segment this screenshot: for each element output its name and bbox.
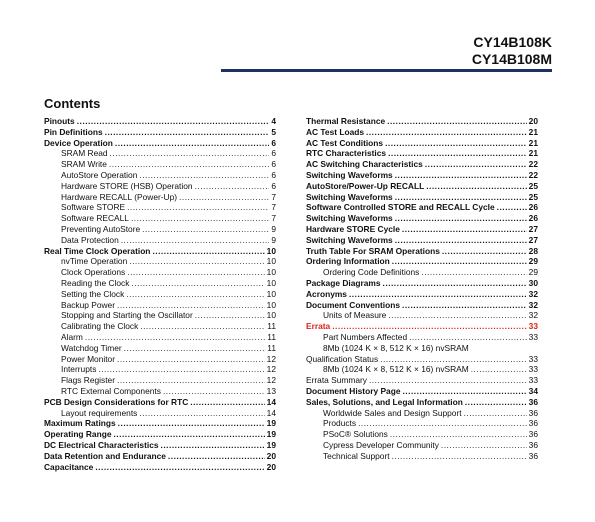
toc-entry[interactable] xyxy=(44,321,276,332)
toc-entry-label: Errata xyxy=(306,321,331,332)
toc-entry-page: 6 xyxy=(271,137,276,148)
toc-entry-page: 28 xyxy=(528,245,538,256)
toc-entry-page: 7 xyxy=(271,202,276,213)
toc-entry-page: 6 xyxy=(271,159,276,170)
toc-entry[interactable] xyxy=(44,462,276,473)
toc-entry[interactable] xyxy=(44,159,276,170)
toc-entry[interactable] xyxy=(44,278,276,289)
toc-leader-dots xyxy=(131,213,269,224)
toc-entry-label: Sales, Solutions, and Legal Information xyxy=(306,396,463,407)
toc-entry[interactable] xyxy=(306,440,538,451)
toc-entry[interactable] xyxy=(44,192,276,203)
toc-entry-label: Qualification Status xyxy=(306,353,379,364)
toc-entry-page: 36 xyxy=(528,450,538,461)
toc-entry[interactable] xyxy=(306,235,538,246)
toc-entry-label: nvTime Operation xyxy=(61,256,128,267)
toc-entry[interactable] xyxy=(44,138,276,149)
toc-leader-dots xyxy=(392,451,527,462)
toc-entry[interactable] xyxy=(44,429,276,440)
header-rule xyxy=(221,69,552,72)
toc-entry-label: Watchdog Timer xyxy=(61,342,122,353)
toc-leader-dots xyxy=(190,397,264,408)
toc-leader-dots xyxy=(117,300,265,311)
toc-entry-label: AutoStore Operation xyxy=(61,169,138,180)
toc-entry-page: 10 xyxy=(266,310,276,321)
toc-leader-dots xyxy=(388,148,527,159)
toc-entry-page: 29 xyxy=(528,267,538,278)
toc-entry[interactable] xyxy=(306,256,538,267)
toc-entry-page: 19 xyxy=(266,439,276,450)
toc-entry-page: 12 xyxy=(266,353,276,364)
toc-entry-page: 12 xyxy=(266,364,276,375)
toc-entry-label: Ordering Information xyxy=(306,256,390,267)
toc-entry-page: 14 xyxy=(266,407,276,418)
toc-entry-label: RTC External Components xyxy=(61,385,161,396)
toc-entry-label: Pin Definitions xyxy=(44,126,103,137)
toc-entry-page: 36 xyxy=(528,407,538,418)
toc-entry-label: Switching Waveforms xyxy=(306,234,393,245)
toc-entry-label: Clock Operations xyxy=(61,267,126,278)
part-number-m: CY14B108M xyxy=(471,51,552,67)
toc-entry-page: 10 xyxy=(266,277,276,288)
toc-entry[interactable] xyxy=(44,310,276,321)
toc-entry-page: 30 xyxy=(528,277,538,288)
toc-entry-page: 6 xyxy=(271,169,276,180)
toc-leader-dots xyxy=(471,364,527,375)
toc-leader-dots xyxy=(85,332,265,343)
toc-entry[interactable] xyxy=(306,213,538,224)
toc-leader-dots xyxy=(464,408,527,419)
toc-leader-dots xyxy=(390,429,527,440)
toc-entry-page: 22 xyxy=(528,169,538,180)
toc-leader-dots xyxy=(402,386,526,397)
toc-entry-page: 20 xyxy=(528,116,538,126)
toc-entry[interactable] xyxy=(306,224,538,235)
toc-entry-label: Document History Page xyxy=(306,385,401,396)
toc-leader-dots xyxy=(142,224,269,235)
toc-entry-page: 10 xyxy=(266,267,276,278)
toc-entry-label: 8Mb (1024 K × 8, 512 K × 16) nvSRAM xyxy=(323,364,469,375)
toc-leader-dots xyxy=(118,418,265,429)
toc-leader-dots xyxy=(385,138,527,149)
toc-entry-label: RTC Characteristics xyxy=(306,148,387,159)
toc-leader-dots xyxy=(117,354,265,365)
toc-entry-label: Flags Register xyxy=(61,375,115,386)
toc-entry-page: 12 xyxy=(266,375,276,386)
toc-leader-dots xyxy=(139,408,264,419)
toc-leader-dots xyxy=(388,310,526,321)
toc-entry-page: 33 xyxy=(528,353,538,364)
toc-entry-label: Software Controlled STORE and RECALL Cycle xyxy=(306,202,495,213)
toc-leader-dots xyxy=(392,256,527,267)
toc-leader-dots xyxy=(497,202,527,213)
toc-entry[interactable] xyxy=(306,170,538,181)
toc-leader-dots xyxy=(139,170,269,181)
part-number-k: CY14B108K xyxy=(473,34,552,50)
toc-entry[interactable] xyxy=(44,364,276,375)
toc-entry-page: 14 xyxy=(266,396,276,407)
toc-leader-dots xyxy=(179,192,269,203)
toc-entry[interactable] xyxy=(306,386,538,397)
toc-entry-page: 19 xyxy=(266,429,276,440)
toc-entry[interactable] xyxy=(44,440,276,451)
toc-entry-label: Switching Waveforms xyxy=(306,169,393,180)
toc-entry-label: Hardware STORE Cycle xyxy=(306,223,400,234)
toc-right-column xyxy=(306,116,538,462)
toc-entry-label: Backup Power xyxy=(61,299,115,310)
toc-entry[interactable] xyxy=(306,202,538,213)
toc-entry-label: Document Conventions xyxy=(306,299,400,310)
toc-entry-page: 10 xyxy=(266,256,276,267)
toc-entry[interactable] xyxy=(44,418,276,429)
toc-entry-label: Power Monitor xyxy=(61,353,115,364)
toc-leader-dots xyxy=(409,332,527,343)
toc-entry[interactable] xyxy=(44,256,276,267)
toc-left-column xyxy=(44,116,276,472)
toc-entry-label: Units of Measure xyxy=(323,310,387,321)
toc-entry-label: Software RECALL xyxy=(61,213,129,224)
toc-entry[interactable] xyxy=(44,332,276,343)
toc-leader-dots xyxy=(332,321,526,332)
toc-entry-page: 7 xyxy=(271,213,276,224)
toc-leader-dots xyxy=(127,267,264,278)
toc-entry-label: SRAM Read xyxy=(61,148,108,159)
toc-leader-dots xyxy=(366,127,527,138)
toc-entry-page: 27 xyxy=(528,234,538,245)
toc-entry[interactable] xyxy=(44,213,276,224)
toc-leader-dots xyxy=(465,397,527,408)
toc-entry-label: Calibrating the Clock xyxy=(61,321,139,332)
toc-leader-dots xyxy=(380,354,527,365)
toc-entry[interactable] xyxy=(306,451,538,462)
document-part-numbers xyxy=(472,34,552,68)
toc-entry-label: Setting the Clock xyxy=(61,288,125,299)
toc-entry-label: AutoStore/Power-Up RECALL xyxy=(306,180,425,191)
toc-entry[interactable] xyxy=(306,310,538,321)
toc-leader-dots xyxy=(152,246,264,257)
toc-entry-page: 36 xyxy=(528,439,538,450)
toc-entry-label: Data Retention and Endurance xyxy=(44,450,166,461)
toc-entry[interactable] xyxy=(44,375,276,386)
toc-entry-label: Maximum Ratings xyxy=(44,418,116,429)
toc-entry-page: 10 xyxy=(266,245,276,256)
toc-entry-label: Part Numbers Affected xyxy=(323,331,408,342)
toc-leader-dots xyxy=(395,235,527,246)
toc-entry-page: 27 xyxy=(528,223,538,234)
toc-entry-label: AC Switching Characteristics xyxy=(306,159,423,170)
toc-entry-label: Ordering Code Definitions xyxy=(323,267,420,278)
toc-entry[interactable] xyxy=(306,159,538,170)
toc-entry[interactable] xyxy=(44,235,276,246)
toc-entry-label: Products xyxy=(323,418,357,429)
toc-entry-page: 13 xyxy=(266,385,276,396)
toc-entry[interactable] xyxy=(44,181,276,192)
toc-leader-dots xyxy=(358,418,527,429)
toc-entry[interactable] xyxy=(306,408,538,419)
toc-entry[interactable] xyxy=(306,278,538,289)
toc-entry-label: Layout requirements xyxy=(61,407,138,418)
toc-entry-label: Cypress Developer Community xyxy=(323,439,439,450)
toc-leader-dots xyxy=(117,375,265,386)
toc-leader-dots xyxy=(124,343,266,354)
toc-entry-page: 26 xyxy=(528,213,538,224)
toc-entry[interactable] xyxy=(44,354,276,365)
toc-entry-page: 36 xyxy=(528,396,538,407)
toc-entry-page: 32 xyxy=(528,299,538,310)
toc-entry-label: Device Operation xyxy=(44,137,113,148)
toc-leader-dots xyxy=(441,440,527,451)
toc-entry[interactable] xyxy=(306,397,538,408)
toc-leader-dots xyxy=(426,181,526,192)
toc-entry-label: SRAM Write xyxy=(61,159,107,170)
toc-leader-dots xyxy=(195,310,265,321)
toc-entry-page: 33 xyxy=(528,331,538,342)
toc-entry-page: 21 xyxy=(528,126,538,137)
toc-entry-page: 19 xyxy=(266,418,276,429)
toc-leader-dots xyxy=(395,213,527,224)
toc-entry-page: 21 xyxy=(528,137,538,148)
toc-leader-dots xyxy=(387,116,527,127)
toc-entry-page: 9 xyxy=(271,223,276,234)
toc-entry-label: 8Mb (1024 K × 8, 512 K × 16) nvSRAM xyxy=(323,342,469,353)
toc-entry[interactable] xyxy=(306,364,538,375)
toc-leader-dots xyxy=(115,138,269,149)
toc-entry[interactable] xyxy=(306,246,538,257)
toc-entry[interactable] xyxy=(44,289,276,300)
toc-entry[interactable] xyxy=(44,300,276,311)
toc-entry[interactable] xyxy=(44,116,276,127)
toc-entry[interactable] xyxy=(44,386,276,397)
toc-entry[interactable] xyxy=(306,116,538,127)
toc-entry-page: 33 xyxy=(528,364,538,375)
toc-entry[interactable] xyxy=(306,289,538,300)
toc-entry[interactable] xyxy=(306,267,538,278)
toc-entry-page: 6 xyxy=(271,148,276,159)
toc-entry-label: Alarm xyxy=(61,331,83,342)
toc-entry-page: 20 xyxy=(266,461,276,472)
toc-entry-label: DC Electrical Characteristics xyxy=(44,439,159,450)
toc-leader-dots xyxy=(369,375,527,386)
toc-entry[interactable] xyxy=(44,408,276,419)
toc-entry[interactable] xyxy=(44,397,276,408)
toc-entry-label: PSoC® Solutions xyxy=(323,429,388,440)
toc-leader-dots xyxy=(131,278,264,289)
toc-entry[interactable] xyxy=(306,181,538,192)
toc-leader-dots xyxy=(421,267,526,278)
toc-entry[interactable] xyxy=(44,148,276,159)
toc-entry-label: Switching Waveforms xyxy=(306,213,393,224)
toc-entry[interactable] xyxy=(306,354,538,365)
toc-entry-label: Thermal Resistance xyxy=(306,116,386,126)
toc-leader-dots xyxy=(126,289,264,300)
toc-entry-page: 10 xyxy=(266,288,276,299)
toc-entry[interactable] xyxy=(44,127,276,138)
toc-entry[interactable] xyxy=(44,224,276,235)
toc-leader-dots xyxy=(113,429,264,440)
toc-entry[interactable] xyxy=(44,202,276,213)
toc-entry-label: Software STORE xyxy=(61,202,126,213)
toc-leader-dots xyxy=(163,386,265,397)
toc-entry[interactable] xyxy=(306,138,538,149)
toc-entry-page: 32 xyxy=(528,310,538,321)
toc-entry[interactable] xyxy=(306,321,538,332)
toc-entry-page: 25 xyxy=(528,191,538,202)
toc-entry[interactable] xyxy=(44,451,276,462)
toc-entry-page: 11 xyxy=(267,342,276,353)
toc-entry-page: 33 xyxy=(528,375,538,386)
toc-entry-page: 32 xyxy=(528,288,538,299)
toc-leader-dots xyxy=(195,181,270,192)
toc-entry[interactable] xyxy=(44,267,276,278)
toc-leader-dots xyxy=(402,224,527,235)
toc-leader-dots xyxy=(395,192,527,203)
toc-entry-label: Hardware STORE (HSB) Operation xyxy=(61,180,193,191)
toc-leader-dots xyxy=(110,148,270,159)
toc-entry[interactable] xyxy=(44,246,276,257)
toc-entry-label: Hardware RECALL (Power-Up) xyxy=(61,191,178,202)
toc-entry-page: 29 xyxy=(528,256,538,267)
toc-entry-page: 11 xyxy=(267,331,276,342)
toc-leader-dots xyxy=(349,289,527,300)
toc-entry[interactable] xyxy=(306,300,538,311)
toc-leader-dots xyxy=(140,321,265,332)
toc-leader-dots xyxy=(425,159,527,170)
toc-entry-page: 4 xyxy=(271,116,276,126)
toc-entry-label: Pinouts xyxy=(44,116,75,126)
toc-entry-page: 20 xyxy=(266,450,276,461)
toc-leader-dots xyxy=(95,462,264,473)
toc-entry-label: PCB Design Considerations for RTC xyxy=(44,396,189,407)
toc-entry-label: Technical Support xyxy=(323,450,390,461)
toc-entry-page: 9 xyxy=(271,234,276,245)
toc-entry-page: 5 xyxy=(271,126,276,137)
toc-leader-dots xyxy=(109,159,269,170)
toc-leader-dots xyxy=(77,116,270,127)
toc-leader-dots xyxy=(127,202,269,213)
contents-heading: Contents xyxy=(44,96,101,111)
toc-entry-label: Errata Summary xyxy=(306,375,367,386)
toc-entry-label: Interrupts xyxy=(61,364,97,375)
toc-entry[interactable] xyxy=(306,429,538,440)
toc-entry-page: 25 xyxy=(528,180,538,191)
toc-entry-label: Package Diagrams xyxy=(306,277,381,288)
toc-leader-dots xyxy=(402,300,527,311)
toc-entry-label: Acronyms xyxy=(306,288,347,299)
toc-leader-dots xyxy=(98,364,264,375)
toc-entry-label: Worldwide Sales and Design Support xyxy=(323,407,462,418)
toc-leader-dots xyxy=(121,235,270,246)
toc-entry-page: 6 xyxy=(271,180,276,191)
toc-leader-dots xyxy=(105,127,270,138)
toc-entry-label: Capacitance xyxy=(44,461,94,472)
toc-leader-dots xyxy=(129,256,264,267)
toc-entry[interactable] xyxy=(306,418,538,429)
toc-entry-label: Switching Waveforms xyxy=(306,191,393,202)
toc-entry[interactable] xyxy=(306,332,538,343)
toc-entry[interactable] xyxy=(44,170,276,181)
toc-entry[interactable] xyxy=(306,127,538,138)
toc-entry-page: 10 xyxy=(266,299,276,310)
toc-leader-dots xyxy=(161,440,265,451)
toc-leader-dots xyxy=(442,246,527,257)
toc-entry-label: Operating Range xyxy=(44,429,112,440)
toc-entry-page: 21 xyxy=(528,148,538,159)
toc-entry-label: Data Protection xyxy=(61,234,119,245)
toc-entry-label: AC Test Conditions xyxy=(306,137,384,148)
toc-entry-page: 11 xyxy=(267,321,276,332)
toc-entry-page: 36 xyxy=(528,429,538,440)
toc-leader-dots xyxy=(168,451,265,462)
toc-entry-label: Reading the Clock xyxy=(61,277,130,288)
toc-entry-page: 26 xyxy=(528,202,538,213)
toc-entry-page: 36 xyxy=(528,418,538,429)
toc-entry-label: Truth Table For SRAM Operations xyxy=(306,245,440,256)
toc-leader-dots xyxy=(395,170,527,181)
toc-entry[interactable] xyxy=(306,148,538,159)
toc-entry[interactable] xyxy=(44,343,276,354)
toc-entry-label: Preventing AutoStore xyxy=(61,223,141,234)
toc-entry-page: 22 xyxy=(528,159,538,170)
toc-entry-label: AC Test Loads xyxy=(306,126,365,137)
toc-entry-page: 34 xyxy=(528,385,538,396)
toc-entry[interactable] xyxy=(306,343,538,354)
toc-entry-page: 33 xyxy=(528,321,538,332)
toc-entry-label: Stopping and Starting the Oscillator xyxy=(61,310,193,321)
toc-entry-label: Real Time Clock Operation xyxy=(44,245,151,256)
toc-leader-dots xyxy=(383,278,527,289)
toc-entry[interactable] xyxy=(306,375,538,386)
toc-entry[interactable] xyxy=(306,192,538,203)
toc-entry-page: 7 xyxy=(271,191,276,202)
